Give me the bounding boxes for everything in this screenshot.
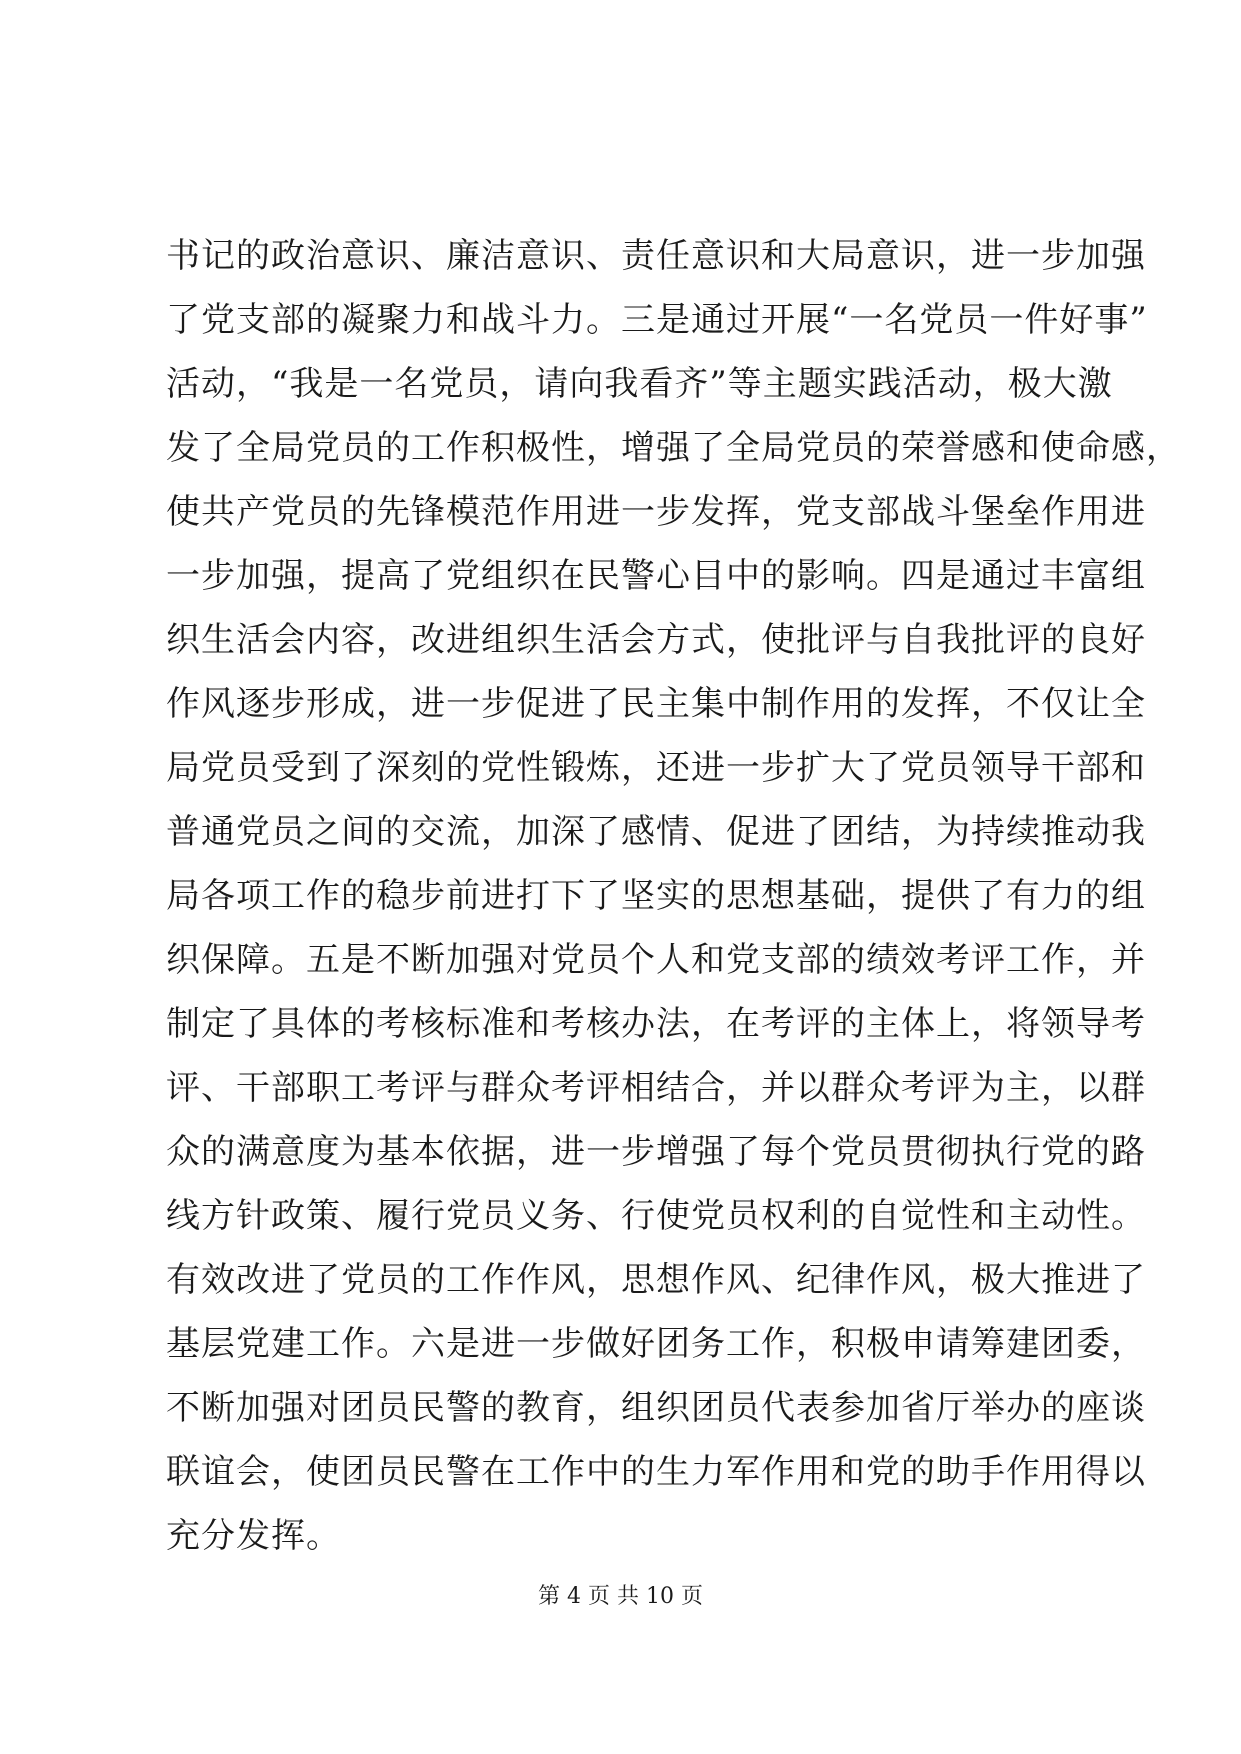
body-paragraph	[166, 224, 1181, 1568]
text-line: 联谊会，使团员民警在工作中的生力军作用和党的助手作用得以	[166, 1452, 1146, 1492]
text-line: 普通党员之间的交流，加深了感情、促进了团结，为持续推动我	[166, 812, 1146, 852]
text-line: 基层党建工作。六是进一步做好团务工作，积极申请筹建团委，	[166, 1324, 1146, 1364]
text-line: 发了全局党员的工作积极性，增强了全局党员的荣誉感和使命感，	[166, 428, 1181, 468]
text-line: 书记的政治意识、廉洁意识、责任意识和大局意识，进一步加强	[166, 236, 1146, 276]
text-line: 充分发挥。	[166, 1516, 341, 1556]
text-line: 了党支部的凝聚力和战斗力。三是通过开展“一名党员一件好事”	[166, 300, 1148, 340]
text-line: 织保障。五是不断加强对党员个人和党支部的绩效考评工作，并	[166, 940, 1146, 980]
text-line: 局各项工作的稳步前进打下了坚实的思想基础，提供了有力的组	[166, 876, 1146, 916]
text-line: 制定了具体的考核标准和考核办法，在考评的主体上，将领导考	[166, 1004, 1146, 1044]
text-line: 局党员受到了深刻的党性锻炼，还进一步扩大了党员领导干部和	[166, 748, 1146, 788]
text-line: 活动，“我是一名党员，请向我看齐”等主题实践活动，极大激	[166, 364, 1113, 404]
text-line: 使共产党员的先锋模范作用进一步发挥，党支部战斗堡垒作用进	[166, 492, 1146, 532]
text-line: 众的满意度为基本依据，进一步增强了每个党员贯彻执行党的路	[166, 1132, 1146, 1172]
text-line: 不断加强对团员民警的教育，组织团员代表参加省厅举办的座谈	[166, 1388, 1146, 1428]
text-line: 织生活会内容，改进组织生活会方式，使批评与自我批评的良好	[166, 620, 1146, 660]
text-line: 一步加强，提高了党组织在民警心目中的影响。四是通过丰富组	[166, 556, 1146, 596]
page-number-footer: 第 4 页 共 10 页	[538, 1584, 703, 1609]
text-line: 线方针政策、履行党员义务、行使党员权利的自觉性和主动性。	[166, 1196, 1146, 1236]
text-line: 作风逐步形成，进一步促进了民主集中制作用的发挥，不仅让全	[166, 684, 1146, 724]
text-line: 评、干部职工考评与群众考评相结合，并以群众考评为主，以群	[166, 1068, 1146, 1108]
text-line: 有效改进了党员的工作作风，思想作风、纪律作风，极大推进了	[166, 1260, 1146, 1300]
